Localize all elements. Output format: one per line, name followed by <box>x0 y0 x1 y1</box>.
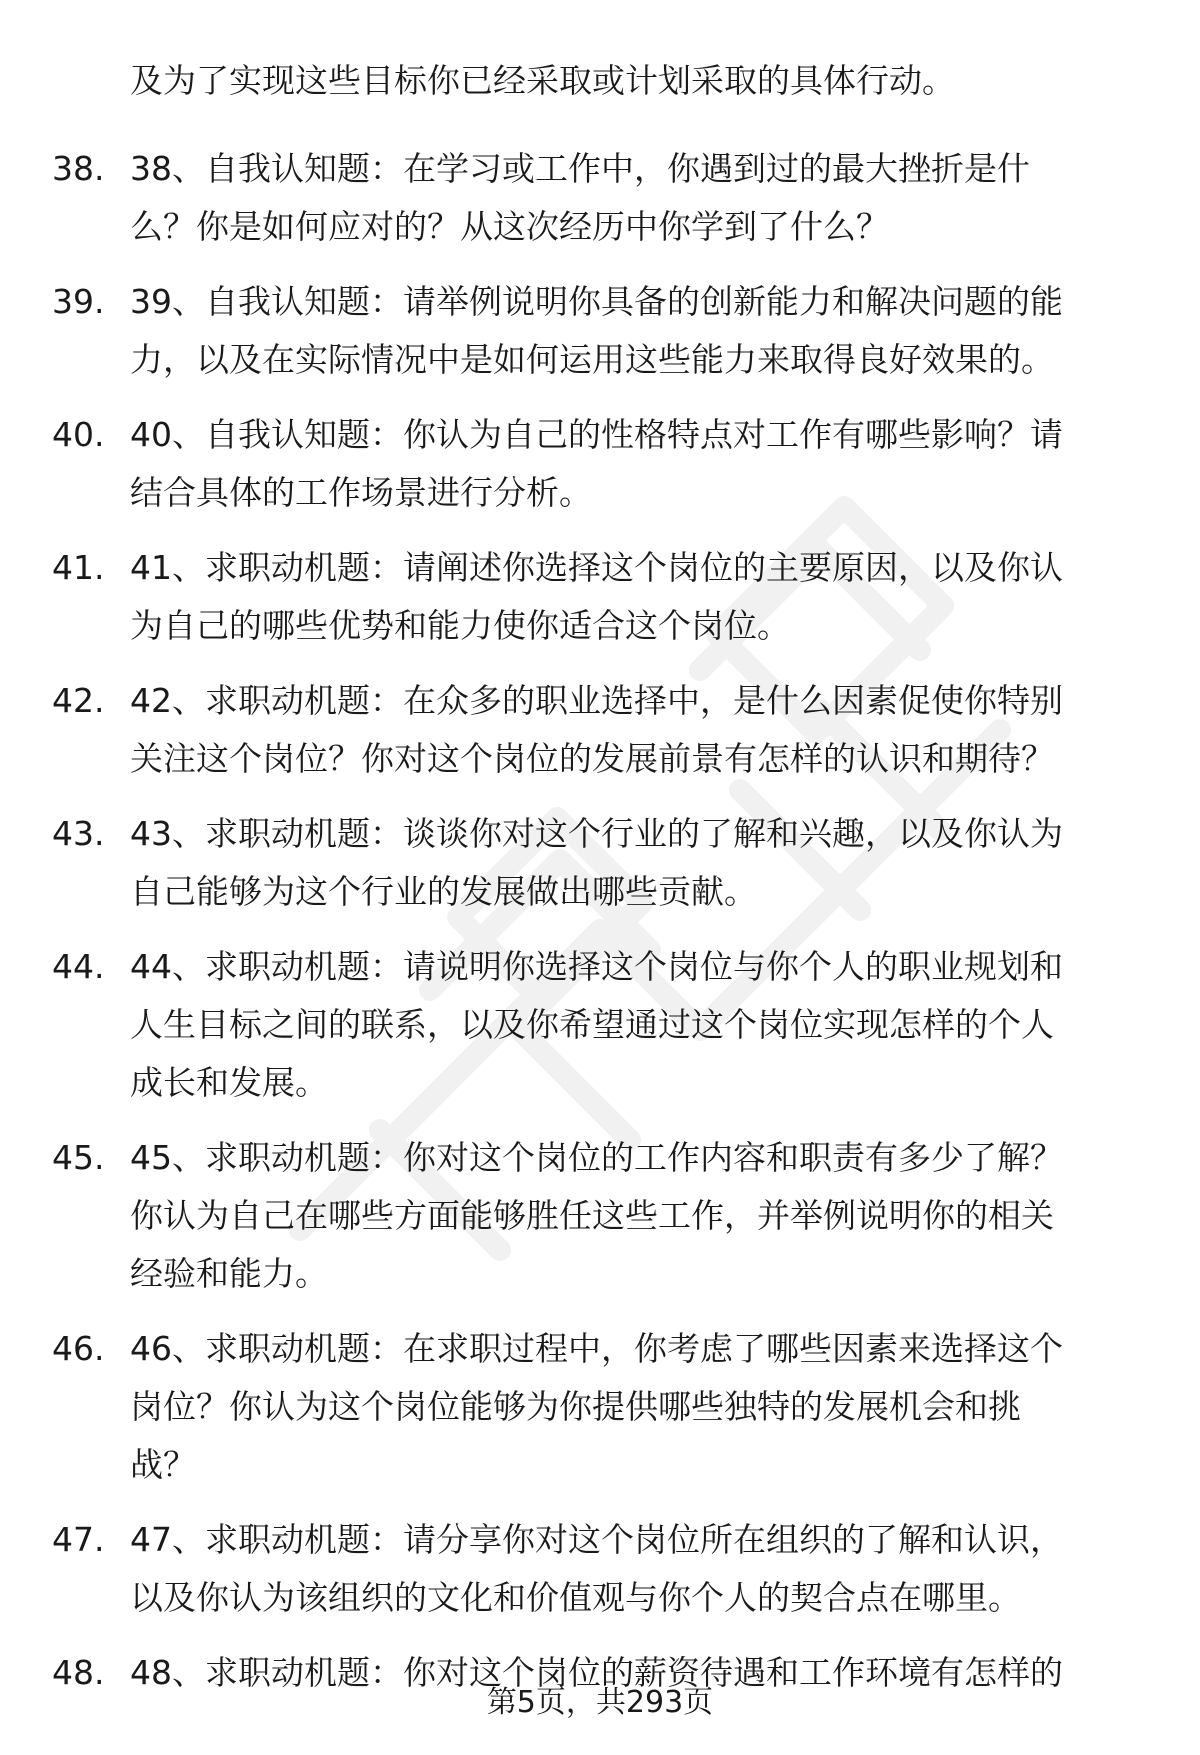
question-text-line: 么？你是如何应对的？从这次经历中你学到了什么？ <box>130 207 889 246</box>
question-text-line: 41、求职动机题：请阐述你选择这个岗位的主要原因，以及你认 <box>130 548 1063 587</box>
question-text-line: 以及你认为该组织的文化和价值观与你个人的契合点在哪里。 <box>130 1578 1021 1617</box>
question-text-line: 38、自我认知题：在学习或工作中，你遇到过的最大挫折是什 <box>130 149 1030 188</box>
question-number: 41. <box>52 548 105 587</box>
question-item <box>0 273 1200 389</box>
question-text-line: 40、自我认知题：你认为自己的性格特点对工作有哪些影响？请 <box>130 415 1063 454</box>
question-text <box>130 1129 1150 1303</box>
question-item <box>0 1320 1200 1494</box>
question-number: 44. <box>52 947 105 986</box>
question-text-line: 自己能够为这个行业的发展做出哪些贡献。 <box>130 872 757 911</box>
question-text <box>130 805 1150 921</box>
question-text-line: 43、求职动机题：谈谈你对这个行业的了解和兴趣，以及你认为 <box>130 814 1063 853</box>
question-text-line: 成长和发展。 <box>130 1063 328 1102</box>
question-text-line: 关注这个岗位？你对这个岗位的发展前景有怎样的认识和期待？ <box>130 739 1054 778</box>
question-text <box>130 273 1150 389</box>
question-number: 42. <box>52 681 105 720</box>
question-number: 38. <box>52 149 105 188</box>
question-item <box>0 406 1200 522</box>
question-text-line: 39、自我认知题：请举例说明你具备的创新能力和解决问题的能 <box>130 282 1063 321</box>
question-text <box>130 406 1150 522</box>
question-text-line: 46、求职动机题：在求职过程中，你考虑了哪些因素来选择这个 <box>130 1329 1063 1368</box>
question-number: 40. <box>52 415 105 454</box>
question-text-line: 人生目标之间的联系，以及你希望通过这个岗位实现怎样的个人 <box>130 1005 1054 1044</box>
question-number: 43. <box>52 814 105 853</box>
question-text-line: 结合具体的工作场景进行分析。 <box>130 473 592 512</box>
question-text-line: 力，以及在实际情况中是如何运用这些能力来取得良好效果的。 <box>130 340 1054 379</box>
question-text <box>130 539 1150 655</box>
question-number: 39. <box>52 282 105 321</box>
question-item <box>0 140 1200 256</box>
question-number: 45. <box>52 1138 105 1177</box>
question-text-line: 44、求职动机题：请说明你选择这个岗位与你个人的职业规划和 <box>130 947 1063 986</box>
question-text-line: 战？ <box>130 1445 196 1484</box>
question-text-line: 42、求职动机题：在众多的职业选择中，是什么因素促使你特别 <box>130 681 1063 720</box>
question-text-line: 47、求职动机题：请分享你对这个岗位所在组织的了解和认识， <box>130 1520 1063 1559</box>
question-item <box>0 672 1200 788</box>
continued-text-line: 及为了实现这些目标你已经采取或计划采取的具体行动。 <box>130 61 955 100</box>
question-text <box>130 1320 1150 1494</box>
question-number: 46. <box>52 1329 105 1368</box>
question-number: 47. <box>52 1520 105 1559</box>
question-text-line: 48、求职动机题：你对这个岗位的薪资待遇和工作环境有怎样的 <box>130 1653 1063 1692</box>
question-text-line: 岗位？你认为这个岗位能够为你提供哪些独特的发展机会和挑 <box>130 1387 1021 1426</box>
question-text-line: 为自己的哪些优势和能力使你适合这个岗位。 <box>130 606 790 645</box>
question-item <box>0 938 1200 1112</box>
question-item <box>0 1129 1200 1303</box>
question-text <box>130 140 1150 256</box>
question-text <box>130 672 1150 788</box>
question-list <box>0 140 1200 1719</box>
page-footer: 第5页，共293页 <box>486 1685 714 1720</box>
question-item <box>0 539 1200 655</box>
question-text-line: 你认为自己在哪些方面能够胜任这些工作，并举例说明你的相关 <box>130 1196 1054 1235</box>
question-item <box>0 805 1200 921</box>
question-item <box>0 1511 1200 1627</box>
question-text-line: 45、求职动机题：你对这个岗位的工作内容和职责有多少了解？ <box>130 1138 1063 1177</box>
question-number: 48. <box>52 1653 105 1692</box>
question-text <box>130 938 1150 1112</box>
question-text <box>130 1511 1150 1627</box>
question-text-line: 经验和能力。 <box>130 1254 328 1293</box>
